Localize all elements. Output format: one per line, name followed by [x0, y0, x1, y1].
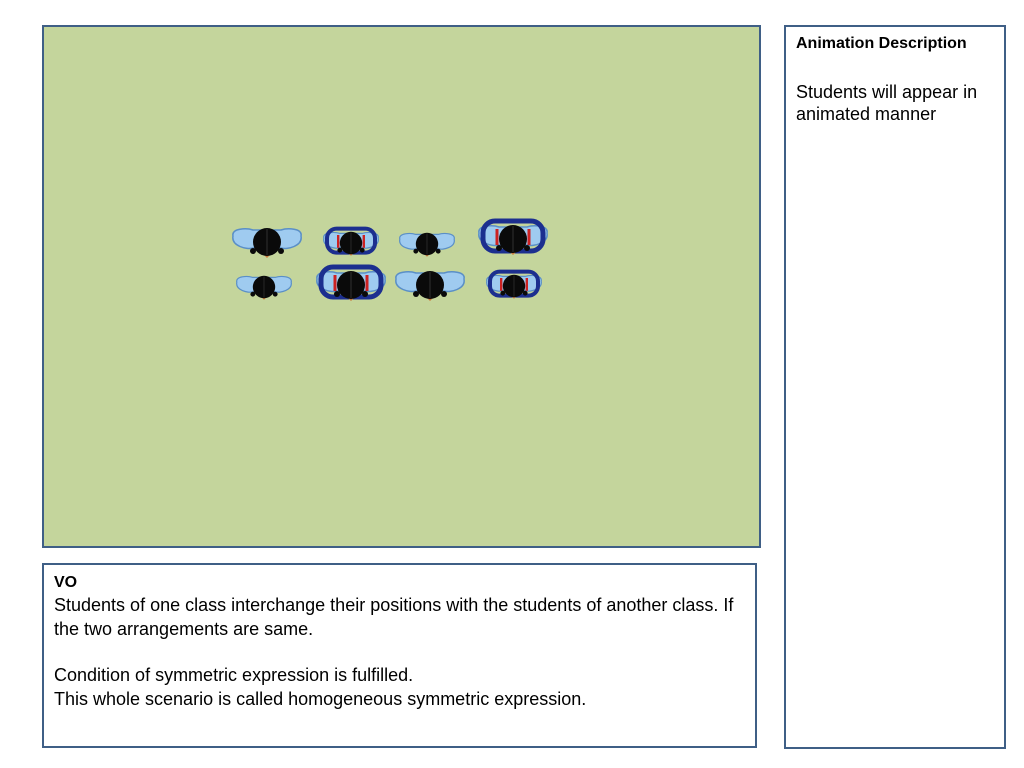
student-figure: [237, 276, 292, 300]
voiceover-paragraph-2-line-2: This whole scenario is called homogeneous symmetric expression.: [54, 689, 587, 709]
student-figure: [233, 228, 301, 258]
animation-description-panel: [784, 25, 1006, 749]
voiceover-box: [42, 563, 757, 748]
animation-description-text: Students will appear in animated manner: [796, 82, 978, 124]
voiceover-paragraph-1: Students of one class interchange their positions with the students of another class. If the two arrangements are same.: [54, 595, 734, 639]
student-figure: [317, 267, 385, 301]
student-figure: [487, 272, 542, 299]
student-figure: [479, 221, 547, 255]
student-figure: [400, 233, 455, 257]
animation-description-title: Animation Description: [796, 35, 967, 52]
students-illustration: [44, 27, 759, 546]
voiceover-spacer: [54, 641, 745, 663]
animation-stage: [42, 25, 761, 548]
student-figure: [396, 271, 464, 301]
voiceover-title: VO: [54, 574, 78, 591]
voiceover-paragraph-2-line-1: Condition of symmetric expression is fulfilled.: [54, 665, 414, 685]
student-figure: [324, 229, 379, 256]
